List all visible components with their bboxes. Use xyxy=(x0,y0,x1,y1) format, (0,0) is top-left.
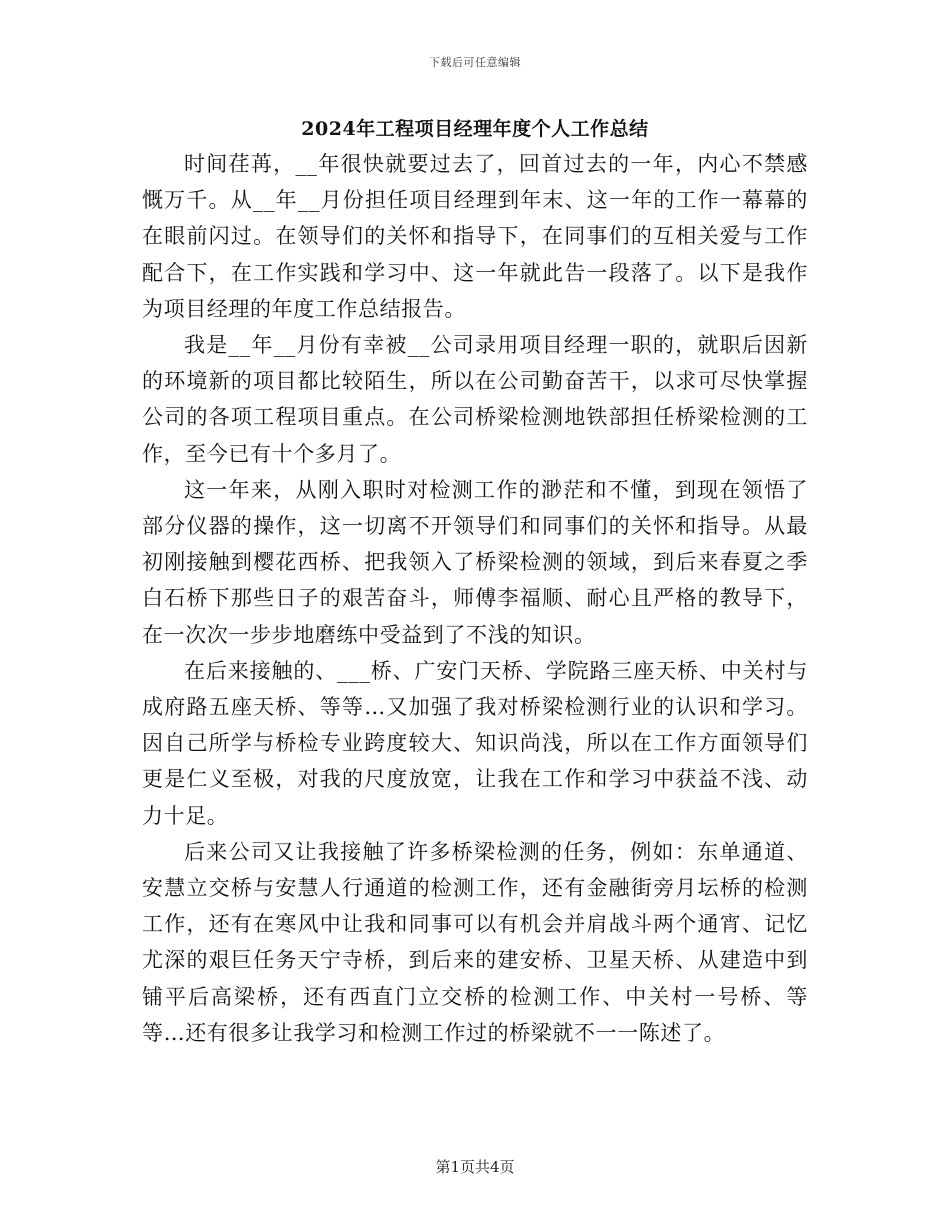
document-title: 2024年工程项目经理年度个人工作总结 xyxy=(301,118,649,140)
paragraph-1: 时间荏苒，__年很快就要过去了，回首过去的一年，内心不禁感慨万千。从__年__月份担任项目经理到年末、这一年的工作一幕幕的在眼前闪过。在领导们的关怀和指导下，在同事们的互相关爱与工作配合下，在工作实践和学习中、这一年就此告一段落了。以下是我作为项目经理的年度工作总结报告。 xyxy=(142,152,808,321)
header-note: 下载后可任意编辑 xyxy=(429,56,521,69)
document-body xyxy=(142,146,808,1051)
paragraph-5: 后来公司又让我接触了许多桥梁检测的任务，例如：东单通道、安慧立交桥与安慧人行通道的检测工作，还有金融街旁月坛桥的检测工作，还有在寒风中让我和同事可以有机会并肩战斗两个通宵、记忆尤深的艰巨任务天宁寺桥，到后来的建安桥、卫星天桥、从建造中到铺平后高梁桥，还有西直门立交桥的检测工作、中关村一号桥、等等…还有很多让我学习和检测工作过的桥梁就不一一陈述了。 xyxy=(142,839,808,1045)
paragraph-4: 在后来接触的、___桥、广安门天桥、学院路三座天桥、中关村与成府路五座天桥、等等…又加强了我对桥梁检测行业的认识和学习。因自己所学与桥检专业跨度较大、知识尚浅，所以在工作方面领导们更是仁义至极，对我的尺度放宽，让我在工作和学习中获益不浅、动力十足。 xyxy=(142,658,808,828)
paragraph-3: 这一年来，从刚入职时对检测工作的渺茫和不懂，到现在领悟了部分仪器的操作，这一切离不开领导们和同事们的关怀和指导。从最初刚接触到樱花西桥、把我领入了桥梁检测的领域，到后来春夏之季白石桥下那些日子的艰苦奋斗，师傅李福顺、耐心且严格的教导下，在一次次一步步地磨练中受益到了不浅的知识。 xyxy=(142,477,808,647)
page-number: 第1页共4页 xyxy=(435,1158,515,1176)
paragraph-2: 我是__年__月份有幸被__公司录用项目经理一职的，就职后因新的环境新的项目都比较陌生，所以在公司勤奋苦干，以求可尽快掌握公司的各项工程项目重点。在公司桥梁检测地铁部担任桥梁检测的工作，至今已有十个多月了。 xyxy=(142,333,808,466)
